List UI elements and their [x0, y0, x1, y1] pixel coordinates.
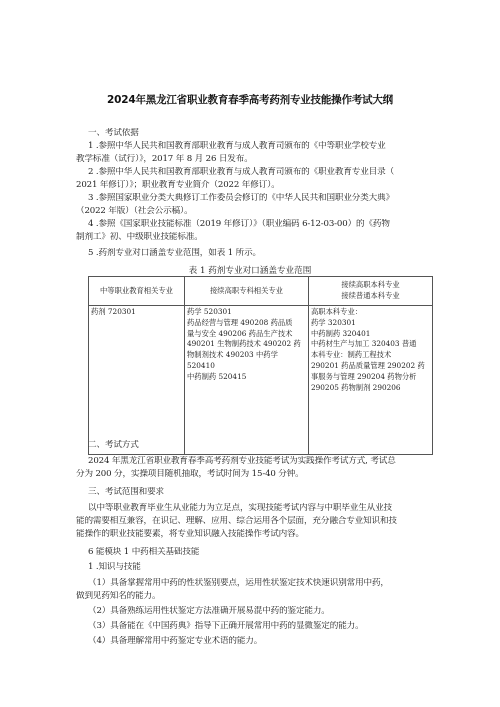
header-higher-vocational-college: 接续高职专科相关专业: [185, 277, 309, 306]
cell-line: 490201 生物制药技术 490202 药: [187, 339, 301, 349]
s3-line-3: 能操作的职业技能要素，将专业知识融入技能操作考试内容。: [76, 529, 304, 539]
s1-line-4: 2021 年修订）》；职业教育专业简介（2022 年修订）。: [76, 180, 280, 190]
cell-bachelor-majors: [309, 306, 433, 455]
cell-line: 290205 药物制剂 290206: [311, 382, 401, 392]
cell-line: 药学 520301: [187, 307, 232, 316]
cell-line: 物制剂技术 490203 中药学: [187, 350, 278, 360]
cell-line: 事服务与管理 290204 药物分析: [311, 371, 417, 381]
table-header-row: [89, 277, 433, 306]
s2-line-2: 分为 200 分，实操项目随机抽取，考试时间为 15-40 分钟。: [76, 469, 304, 479]
header-general-bachelor: 接续普通本科专业: [341, 291, 400, 300]
item-1-line-2: 做到见药知名的能力。: [76, 591, 161, 601]
header-bachelor: [309, 277, 433, 306]
cell-secondary-majors: [89, 306, 185, 455]
cell-line: 中药材生产与加工 320403 普通: [311, 339, 417, 349]
s1-line-9: 5 .药剂专业对口涵盖专业范围，如表 1 所示。: [88, 248, 261, 258]
s1-line-8: 制剂工》初、中级职业技能标准。: [76, 232, 203, 242]
item-2: （2）具备熟练运用性状鉴定方法准确开展易混中药的鉴定能力。: [88, 606, 330, 616]
header-higher-vocational-bachelor: 接续高职本科专业: [341, 280, 400, 290]
s3-line-2: 能的需要相互兼容，在识记、理解、应用、综合运用各个层面，充分融合专业知识和技: [76, 516, 397, 526]
s1-line-2: 教学标准（试行）》，2017 年 8 月 26 日发布。: [76, 154, 253, 164]
section-1-heading: 一、考试依据: [88, 128, 139, 138]
s2-line-1: 2024 年黑龙江省职业教育春季高考药剂专业技能考试为实践操作考试方式, 考试总: [88, 456, 396, 466]
cell-line: 本科专业：制药工程技术: [311, 350, 392, 360]
module-heading: 6 能模块 1 中药相关基础技能: [88, 547, 200, 557]
s1-line-1: 1 .参照中华人民共和国教育部职业教育与成人教育司颁布的《中等职业学校专业: [88, 141, 386, 151]
cell-line: 药学 320301: [311, 317, 356, 327]
section-2-heading: 二、考试方式: [88, 440, 139, 450]
subsection-heading: 1 .知识与技能: [88, 562, 141, 572]
item-3: （3）具备能在《中国药典》指导下正确开展常用中药的显微鉴定的能力。: [88, 621, 364, 631]
s1-line-6: （2022 年版）（社会公示稿）。: [76, 206, 193, 216]
item-4: （4）具备理解常用中药鉴定专业术语的能力。: [88, 636, 263, 646]
section-3-heading: 三、考试范围和要求: [88, 487, 164, 497]
item-1-line-1: （1）具备掌握常用中药的性状鉴别要点，运用性状鉴定技术快速识别常用中药，: [88, 578, 389, 588]
header-secondary-vocational: 中等职业教育相关专业: [89, 277, 185, 306]
s1-line-3: 2 .参照中华人民共和国教育部职业教育与成人教育司颁布的《职业教育专业目录（: [88, 167, 395, 177]
cell-line: 药剂 720301: [91, 307, 136, 316]
s1-line-7: 4 .参照《国家职业技能标准（2019 年修订）》（职业编码 6-12-03-00）的《药物: [88, 219, 390, 229]
cell-line: 520410: [187, 360, 215, 370]
cell-college-majors: [185, 306, 309, 455]
table-row: [89, 306, 433, 455]
cell-line: 药品经营与管理 490208 药品质: [187, 317, 293, 327]
cell-line: 量与安全 490206 药品生产技术: [187, 328, 293, 338]
table-caption: 表 1 药剂专业对口涵盖专业范围: [188, 266, 312, 276]
doc-title: 2024年黑龙江省职业教育春季高考药剂专业技能操作考试大纲: [107, 94, 393, 106]
cell-line: 290201 药品质量管理 290202 药: [311, 360, 425, 370]
s3-line-1: 以中等职业教育毕业生从业能力为立足点，实现技能考试内容与中职毕业生从业技: [88, 503, 392, 513]
cell-line: 高职本科专业：: [311, 307, 363, 316]
cell-line: 中药制药 520415: [187, 371, 247, 381]
s1-line-5: 3 .参照国家职业分类大典修订工作委员会修订的《中华人民共和国职业分类大典》: [88, 193, 395, 203]
cell-line: 中药制药 320401: [311, 328, 371, 338]
scope-table: [88, 276, 433, 455]
